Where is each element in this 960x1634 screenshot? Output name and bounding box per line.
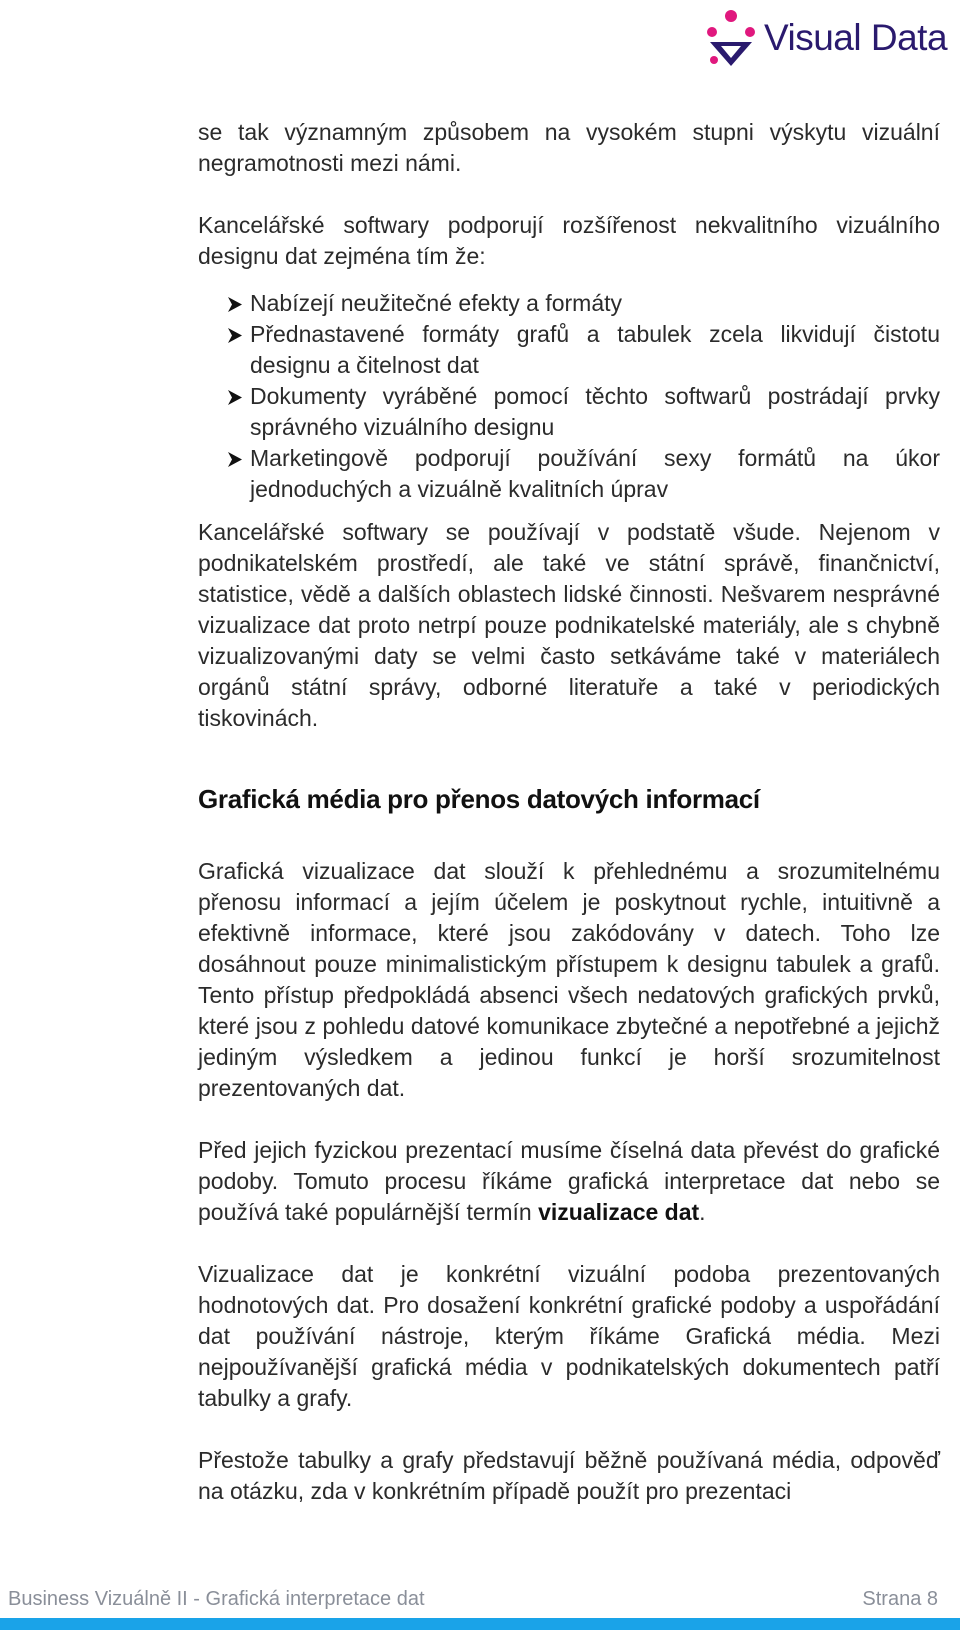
list-item — [198, 319, 940, 381]
paragraph-intro: se tak významným způsobem na vysokém stupni výskytu vizuální negramotnosti mezi námi. — [198, 119, 940, 176]
arrow-bullet-icon — [228, 390, 242, 405]
logo-text: Visual Data — [764, 17, 948, 58]
term-vizualizace-dat: vizualizace dat — [538, 1199, 700, 1225]
footer-page-number: Strana 8 — [862, 1588, 938, 1610]
footer-bar — [0, 1618, 960, 1630]
paragraph-interpretace-text: Před jejich fyzickou prezentací musíme číselná data převést do grafické podoby. Tomuto procesu říkáme grafická interpretace dat nebo se používá také populárnější termín — [198, 1137, 940, 1225]
paragraph-graficka-media: Vizualizace dat je konkrétní vizuální podoba prezentovaných hodnotových dat. Pro dosažení konkrétní grafické podoby a uspořádání dat používání nástroje, kterým říkáme Grafická média. Mezi nejpoužívanější grafická média v podnikatelských dokumentech patří tabulky a grafy. — [198, 1261, 940, 1411]
list-item — [198, 381, 940, 443]
visual-data-logo-icon — [704, 8, 764, 68]
paragraph-tabulky-grafy: Přestože tabulky a grafy představují běžně používaná média, odpověď na otázku, zda v konkrétním případě použít pro prezentaci — [198, 1447, 940, 1504]
list-item — [198, 288, 940, 319]
paragraph-usage: Kancelářské softwary se používají v podstatě všude. Nejenom v podnikatelském prostředí, ale také ve státní správě, finančnictví, statistice, vědě a dalších oblastech lidské činnosti. Nešvarem nesprávné vizualizace dat proto netrpí pouze podnikatelské materiály, ale s chybně vizualizovanými daty se velmi často setkáváme také v materiálech orgánů státní správy, odborné literatuře a také v periodických tiskovinách. — [198, 519, 940, 731]
list-item-text: Dokumenty vyráběné pomocí těchto softwarů postrádají prvky správného vizuálního designu — [250, 383, 940, 440]
list-item-text: Nabízejí neužitečné efekty a formáty — [250, 290, 623, 316]
logo — [704, 8, 958, 68]
paragraph-softwary: Kancelářské softwary podporují rozšířenost nekvalitního vizuálního designu dat zejména tím že: — [198, 212, 940, 269]
section-heading: Grafická média pro přenos datových informací — [198, 784, 760, 814]
bullet-list — [198, 288, 940, 505]
page-footer — [0, 1586, 960, 1634]
arrow-bullet-icon — [228, 328, 242, 343]
footer-document-title: Business Vizuálně II - Grafická interpretace dat — [8, 1588, 425, 1610]
list-item-text: Marketingově podporují používání sexy formátů na úkor jednoduchých a vizuálně kvalitních úprav — [250, 445, 940, 502]
arrow-bullet-icon — [228, 452, 242, 467]
arrow-bullet-icon — [228, 297, 242, 312]
page-content — [198, 117, 940, 1507]
paragraph-interpretace — [198, 1135, 940, 1228]
paragraph-graficka-vizualizace: Grafická vizualizace dat slouží k přehlednému a srozumitelnému přenosu informací a jejím účelem je poskytnout rychle, intuitivně a efektivně informace, které jsou zakódovány v datech. Toho lze dosáhnout pouze minimalistickým přístupem k designu tabulek a grafů. Tento přístup předpokládá absenci všech nedatových grafických prvků, které jsou z pohledu datové komunikace zbytečné a nepotřebné a jejichž jediným výsledkem a jedinou funkcí je horší srozumitelnost prezentovaných dat. — [198, 858, 940, 1101]
paragraph-interpretace-end: . — [699, 1199, 706, 1225]
list-item-text: Přednastavené formáty grafů a tabulek zcela likvidují čistotu designu a čitelnost dat — [250, 321, 940, 378]
list-item — [198, 443, 940, 505]
